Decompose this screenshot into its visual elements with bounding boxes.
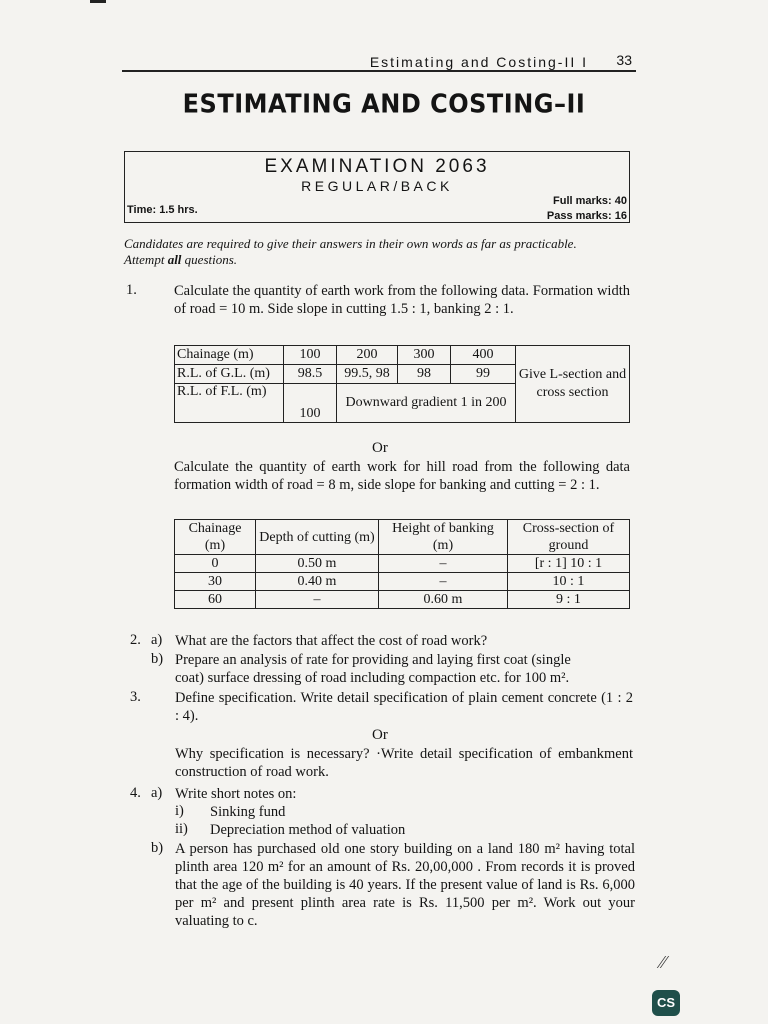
q1-text: Calculate the quantity of earth work from the following data. Formation width of road = 10 m. Side slope in cutting 1.5 : 1, banking 2 : 1. <box>174 283 630 317</box>
table-cell: 0.60 m <box>379 591 508 609</box>
q2b-text <box>175 651 635 687</box>
q3-text: Define specification. Write detail specification of plain cement concrete (1 : 2 : 4). <box>175 690 633 724</box>
table-cell: 99.5, 98 <box>337 365 398 384</box>
table-row <box>175 555 630 573</box>
q2b-text-line: coat) surface dressing of road including compaction etc. for 100 m². <box>175 670 570 686</box>
page-title: ESTIMATING AND COSTING–II <box>182 88 586 120</box>
table-cell: 300 <box>398 346 451 365</box>
q4a-item-text: Sinking fund <box>210 804 286 820</box>
pass-marks: Pass marks: 16 <box>546 210 627 222</box>
q2a-text: What are the factors that affect the cost of road work? <box>175 633 488 649</box>
q4a-text: Write short notes on: <box>175 786 297 802</box>
running-title: Estimating and Costing-II I <box>369 54 588 70</box>
instructions-line1: Candidates are required to give their answers in their own words as far as practicable. <box>124 236 577 251</box>
table-cell: 0.50 m <box>256 555 379 573</box>
q2-number: 2. <box>130 632 141 648</box>
q4a-item-label: i) <box>175 803 184 819</box>
table-cell: 98 <box>398 365 451 384</box>
table-cell: R.L. of G.L. (m) <box>175 365 284 384</box>
instructions-line2: Attempt all questions. <box>124 252 238 267</box>
q1-or: Or <box>372 440 388 456</box>
q4a-item-text: Depreciation method of valuation <box>210 822 406 838</box>
table-cell: 30 <box>175 573 256 591</box>
q3-alt-text: Why specification is necessary? ·Write detail specification of embankment construction of road work. <box>175 746 633 780</box>
q4a-label: a) <box>151 785 163 801</box>
table-side-note: Give L-section and cross section <box>516 346 630 423</box>
q2b-label: b) <box>151 651 164 667</box>
table-cell: Downward gradient 1 in 200 <box>337 384 516 423</box>
q2a-label: a) <box>151 632 163 648</box>
corner-mark <box>90 0 106 3</box>
table-cell: R.L. of F.L. (m) <box>175 384 284 423</box>
q3-number: 3. <box>130 689 141 705</box>
table-header-row <box>175 520 630 555</box>
table-row <box>175 346 630 365</box>
q1-table2 <box>174 519 630 609</box>
q4-number: 4. <box>130 785 141 801</box>
table-cell: 9 : 1 <box>508 591 630 609</box>
q4a-item-label: ii) <box>175 821 188 837</box>
q1-number: 1. <box>126 282 137 298</box>
table-cell: 0.40 m <box>256 573 379 591</box>
table-cell: 99 <box>451 365 516 384</box>
full-marks: Full marks: 40 <box>553 195 627 207</box>
table-cell: 200 <box>337 346 398 365</box>
table-cell: – <box>256 591 379 609</box>
table-header-cell: Height of banking (m) <box>379 520 508 555</box>
pen-stroke-mark: ⁄⁄ <box>660 952 667 972</box>
q4b-label: b) <box>151 840 164 856</box>
q2b-text-line: Prepare an analysis of rate for providing and laying first coat (single <box>175 652 571 668</box>
instructions <box>124 236 644 268</box>
q1-table <box>174 345 630 423</box>
table-cell: Chainage (m) <box>175 346 284 365</box>
table-header-cell: Chainage (m) <box>175 520 256 555</box>
exam-title: EXAMINATION 2063 <box>264 156 490 177</box>
table-row <box>175 573 630 591</box>
table-cell: 10 : 1 <box>508 573 630 591</box>
scanner-badge: CS <box>652 990 680 1016</box>
table-cell: 98.5 <box>284 365 337 384</box>
table-cell: 100 <box>284 384 337 423</box>
exam-subtitle: REGULAR/BACK <box>301 178 453 194</box>
exam-time: Time: 1.5 hrs. <box>127 204 198 216</box>
table-header-cell: Depth of cutting (m) <box>256 520 379 555</box>
q1-alt-text: Calculate the quantity of earth work for hill road from the following data formation width of road = 8 m, side slope for banking and cutting = 2 : 1. <box>174 459 630 493</box>
table-cell: [r : 1] 10 : 1 <box>508 555 630 573</box>
table-cell: 100 <box>284 346 337 365</box>
exam-info-box <box>124 151 630 223</box>
exam-marks <box>547 194 627 224</box>
table-cell: 60 <box>175 591 256 609</box>
table-header-cell: Cross-section of ground <box>508 520 630 555</box>
q4b-text: A person has purchased old one story building on a land 180 m² having total plinth area 120 m² for an amount of Rs. 20,00,000 . From records it is proved that the age of the building is 40 years. If the present value of land is Rs. 6,000 per m² and present plinth area rate is Rs. 11,500 per m². Work out your valuating to c. <box>175 841 635 929</box>
table-cell: 0 <box>175 555 256 573</box>
table-cell: – <box>379 555 508 573</box>
table-cell: – <box>379 573 508 591</box>
table-cell: 400 <box>451 346 516 365</box>
header-rule <box>122 70 636 72</box>
page-number: 33 <box>616 52 632 68</box>
running-header <box>120 52 636 72</box>
table-row <box>175 591 630 609</box>
q3-or: Or <box>372 727 388 743</box>
